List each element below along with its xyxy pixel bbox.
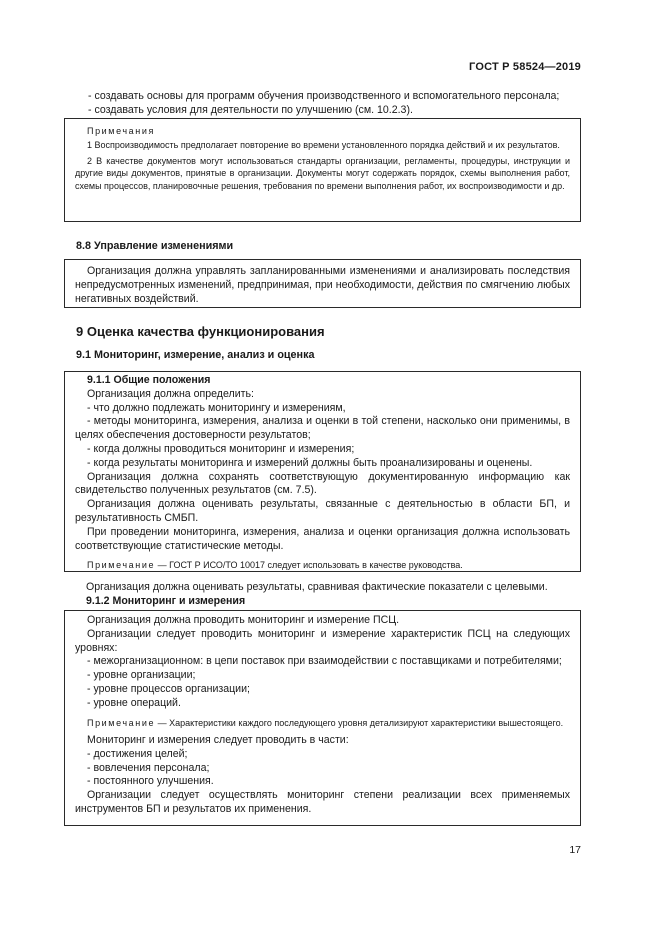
- section-9-1-1-box: [64, 371, 581, 572]
- paragraph: Организация должна оценивать результаты, сравнивая фактические показатели с целевыми.: [86, 581, 548, 593]
- section-9-1-heading: 9.1 Мониторинг, измерение, анализ и оценка: [76, 349, 315, 361]
- notes-title: Примечания: [87, 126, 155, 136]
- paragraph: Организация должна проводить мониторинг и измерение ПСЦ.: [87, 614, 400, 626]
- list-item: - методы мониторинга, измерения, анализа и оценки в той степени, насколько они применимы, в целях обеспечения достоверности результатов;: [75, 415, 570, 442]
- list-item: - уровне организации;: [87, 669, 196, 682]
- paragraph: Организации следует проводить мониторинг и измерение характеристик ПСЦ на следующих уровнях:: [75, 627, 570, 654]
- section-8-8-heading: 8.8 Управление изменениями: [76, 240, 234, 252]
- list-item: - вовлечения персонала;: [87, 761, 210, 774]
- page-number: 17: [569, 844, 581, 856]
- section-9-1-1-intro: Организация должна определить:: [87, 387, 254, 400]
- list-item: - создавать условия для деятельности по улучшению (см. 10.2.3).: [88, 103, 413, 116]
- list-item: - межорганизационном: в цепи поставок при взаимодействии с поставщиками и потребителями;: [87, 655, 562, 668]
- document-header-id: ГОСТ Р 58524—2019: [469, 61, 581, 73]
- section-9-heading: 9 Оценка качества функционирования: [76, 324, 325, 339]
- paragraph: Организации следует осуществлять мониторинг степени реализации всех применяемых инструментов БП и результатов их применения.: [75, 789, 570, 815]
- note: Примечание — Характеристики каждого последующего уровня детализируют характеристики вышестоящего.: [87, 717, 564, 728]
- list-item: - достижения целей;: [87, 747, 188, 760]
- section-9-1-1-heading: 9.1.1 Общие положения: [87, 374, 211, 386]
- notes-box: [64, 118, 581, 222]
- section-8-8-text: Организация должна управлять запланированными изменениями и анализировать последствия непредусмотренных изменений, предпринимая, при необходимости, действия по смягчению любых негативных воздействий.: [75, 265, 570, 305]
- note-2: 2 В качестве документов могут использоваться стандарты организации, регламенты, процедуры, инструкции и другие виды документов, принятые в организации. Документы могут содержать порядок, схемы выполнения работ, схемы процессов, планировочные решения, требования по времени выполнения работ, их воспроизводимости и др.: [75, 155, 570, 191]
- top-list: [64, 90, 605, 118]
- section-9-1-2-box: [64, 610, 581, 826]
- list-item: - создавать основы для программ обучения производственного и вспомогательного персонала;: [88, 90, 560, 102]
- list-item: - уровне процессов организации;: [87, 682, 250, 695]
- list-item: - когда должны проводиться мониторинг и измерения;: [87, 442, 355, 455]
- list-item: - постоянного улучшения.: [87, 775, 214, 788]
- paragraph: Мониторинг и измерения следует проводить в части:: [87, 733, 349, 746]
- list-item: - когда результаты мониторинга и измерений должны быть проанализированы и оценены.: [87, 456, 533, 469]
- note: Примечание — ГОСТ Р ИСО/ТО 10017 следует использовать в качестве руководства.: [87, 560, 463, 571]
- paragraph: При проведении мониторинга, измерения, анализа и оценки организация должна использовать соответствующие статистические методы.: [75, 525, 570, 552]
- paragraph: Организация должна оценивать результаты, связанные с деятельностью в области БП, и результативность СМБП.: [75, 498, 570, 524]
- section-8-8-box: [64, 259, 581, 308]
- paragraph: Организация должна сохранять соответствующую документированную информацию как свидетельство полученных результатов (см. 7.5).: [75, 470, 570, 497]
- section-9-1-2-heading: 9.1.2 Мониторинг и измерения: [86, 594, 246, 607]
- list-item: - что должно подлежать мониторингу и измерениям,: [87, 401, 346, 414]
- note-1: 1 Воспроизводимость предполагает повторение во времени установленного порядка действий и их результатов.: [87, 140, 560, 151]
- list-item: - уровне операций.: [87, 696, 181, 709]
- between-text-block: [64, 581, 601, 609]
